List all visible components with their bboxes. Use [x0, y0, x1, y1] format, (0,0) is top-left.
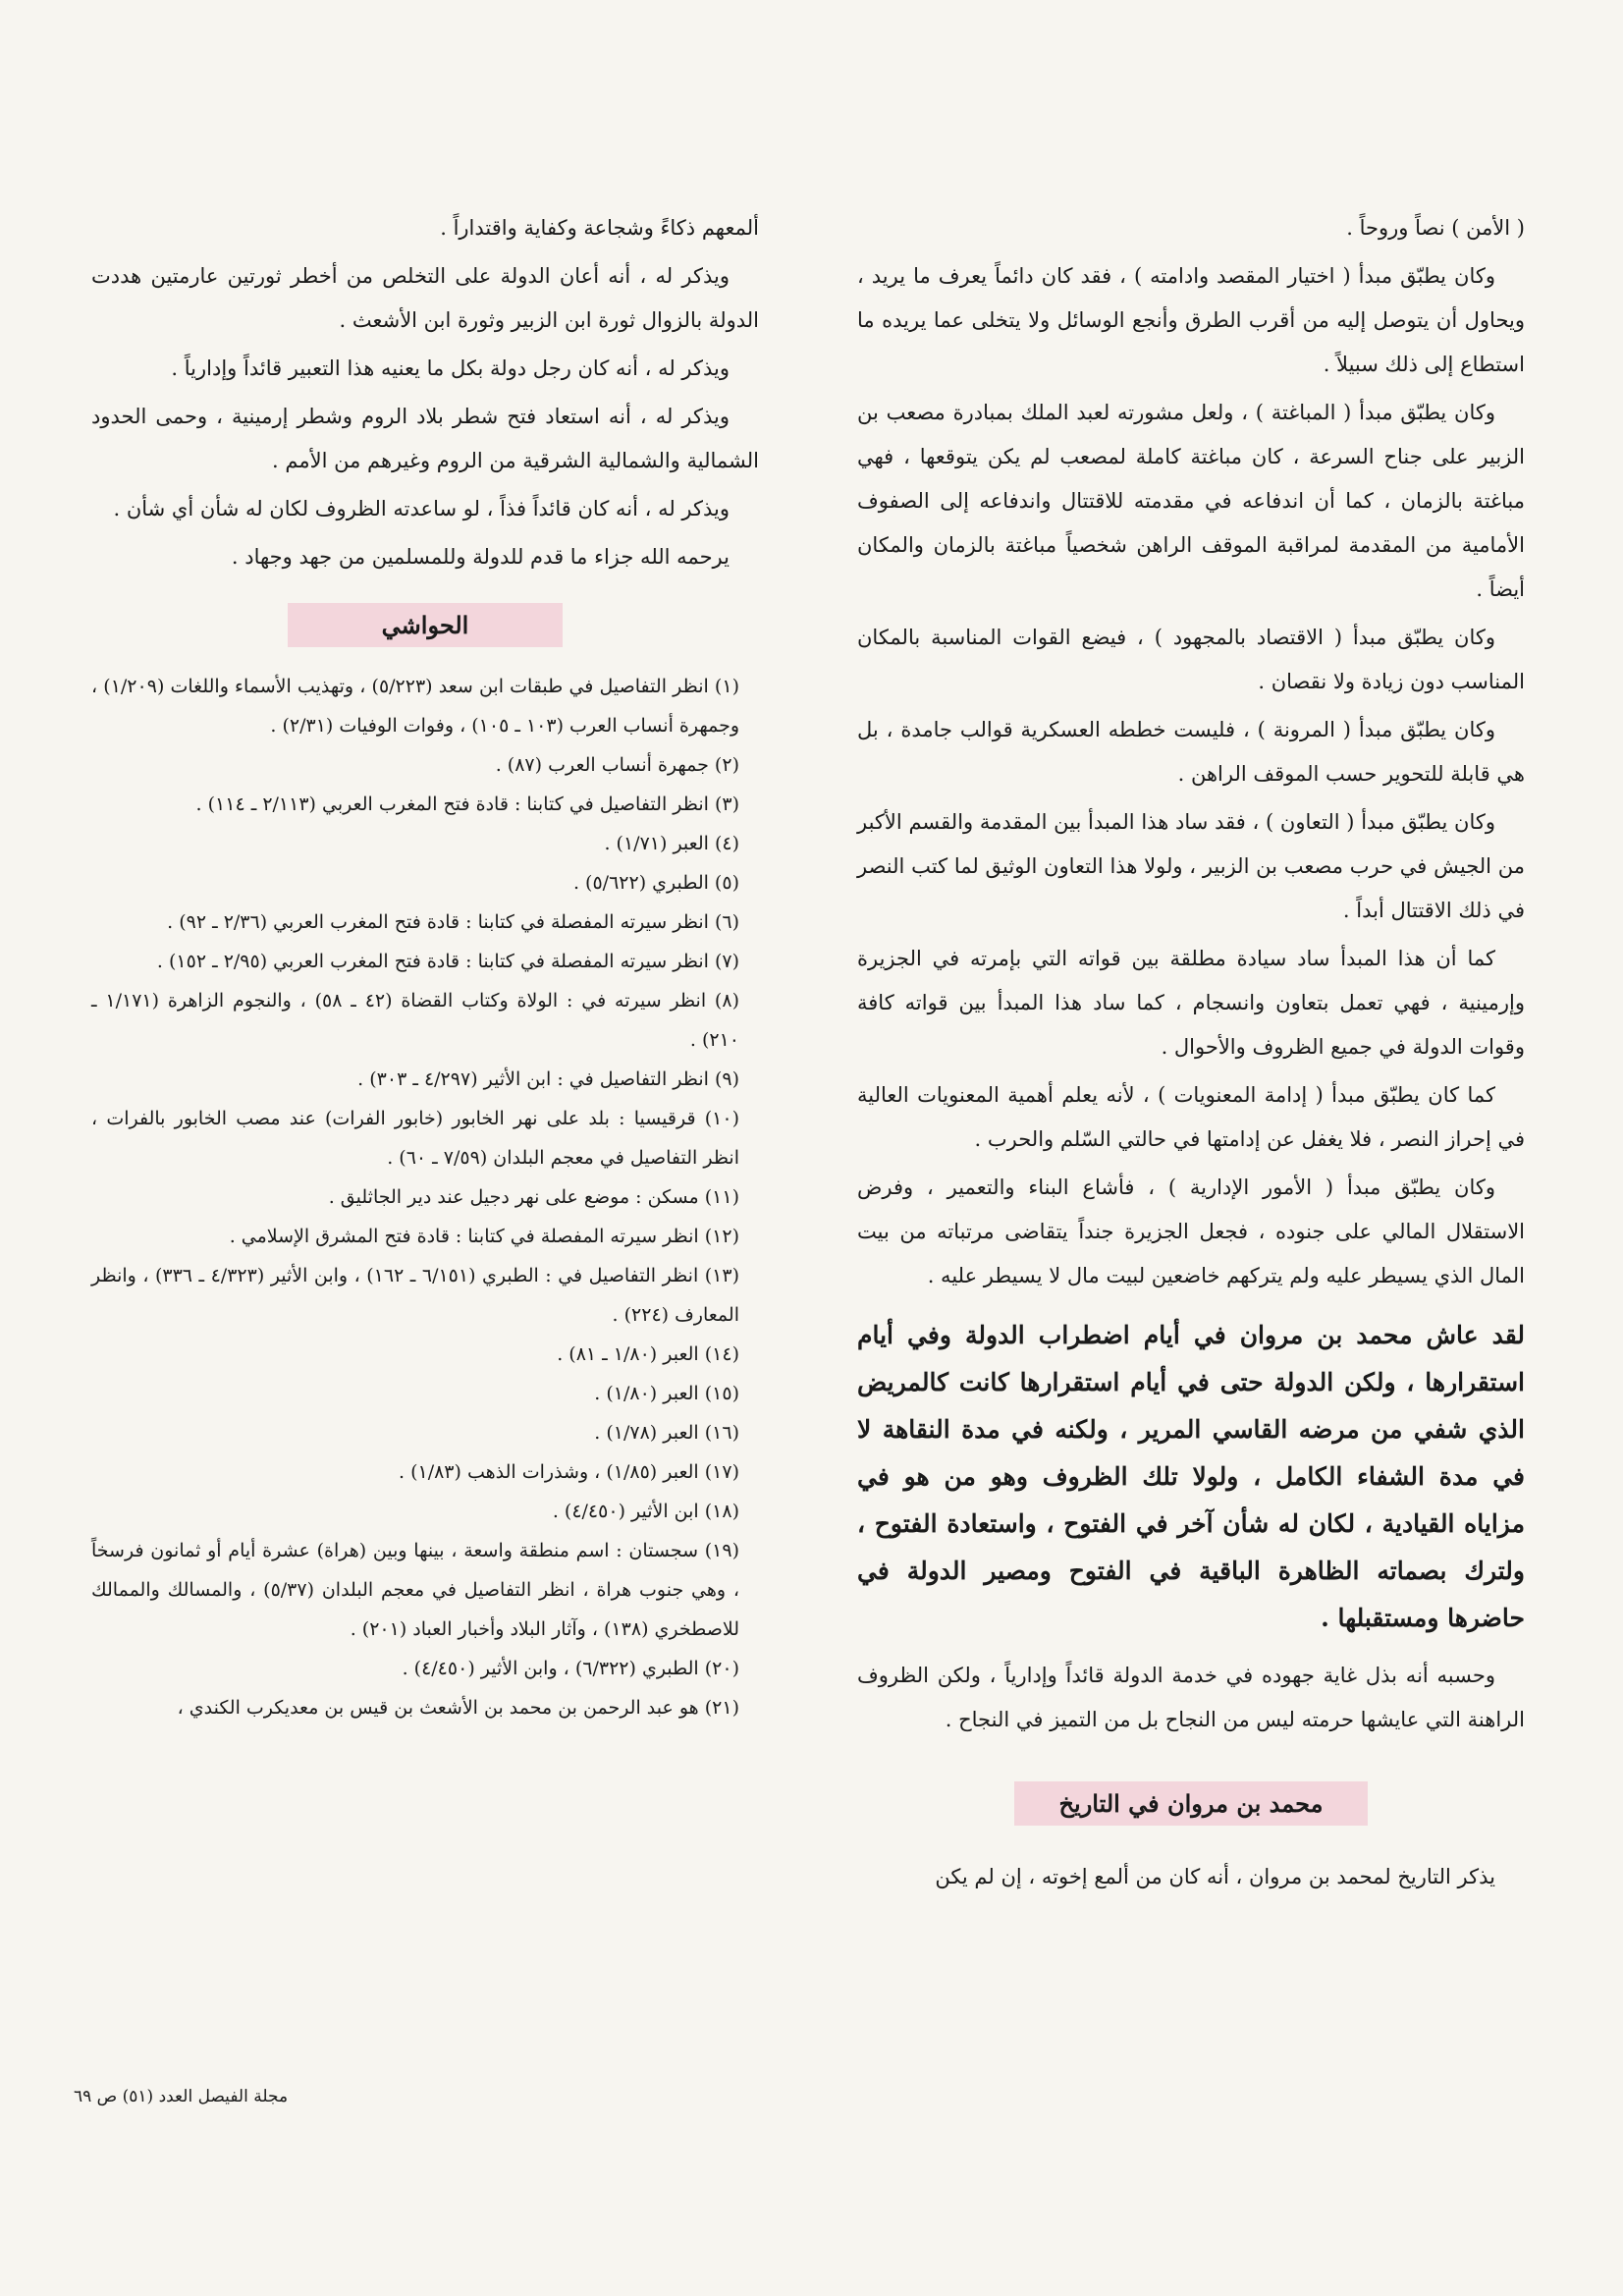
footnote: (١٥) العبر (١/٨٠) . [594, 1383, 739, 1404]
footnote: (١٢) انظر سيرته المفصلة في كتابنا : قادة فتح المشرق الإسلامي . [229, 1226, 739, 1247]
footnote: (٥) الطبري (٥/٦٢٢) . [572, 872, 739, 894]
footnotes-heading: الحواشي [288, 603, 563, 647]
footnote: (١٩) سجستان : اسم منطقة واسعة ، بينها وبين (هراة) عشرة أيام أو ثمانون فرسخاً ، وهي جنوب هراة ، انظر التفاصيل في معجم البلدان (٥/٣٧) ، والمسالك والممالك للاصطخري (١٣٨) ، وآثار البلاد وأخبار العباد (٢٠١) . [91, 1540, 739, 1640]
page-footer: مجلة الفيصل العدد (٥١) ص ٦٩ [74, 2087, 289, 2106]
paragraph: وكان يطبّق مبدأ ( اختيار المقصد وادامته ) ، فقد كان دائماً يعرف ما يريد ، ويحاول أن يتوصل إليه من أقرب الطرق وأنجع الوسائل ولا يتخلى عما يريده ما استطاع إلى ذلك سبيلاً . [857, 264, 1525, 376]
footnote: (١٣) انظر التفاصيل في : الطبري (٦/١٥١ ـ ١٦٢) ، وابن الأثير (٤/٣٢٣ ـ ٣٣٦) ، وانظر المعارف (٢٢٤) . [91, 1265, 739, 1326]
footnote: (٣) انظر التفاصيل في كتابنا : قادة فتح المغرب العربي (٢/١١٣ ـ ١١٤) . [195, 793, 739, 815]
paragraph: وكان يطبّق مبدأ ( المرونة ) ، فليست خططه العسكرية قوالب جامدة ، بل هي قابلة للتحوير حسب الموقف الراهن . [857, 718, 1525, 786]
paragraph: يرحمه الله جزاء ما قدم للدولة وللمسلمين من جهد وجهاد . [231, 545, 730, 569]
footnote: (٧) انظر سيرته المفصلة في كتابنا : قادة فتح المغرب العربي (٢/٩٥ ـ ١٥٢) . [156, 951, 739, 972]
footnote: (١٧) العبر (١/٨٥) ، وشذرات الذهب (١/٨٣) . [398, 1461, 739, 1483]
paragraph: ويذكر له ، أنه كان رجل دولة بكل ما يعنيه هذا التعبير قائداً وإدارياً . [171, 356, 730, 380]
paragraph: وكان يطبّق مبدأ ( المباغتة ) ، ولعل مشورته لعبد الملك بمبادرة مصعب بن الزبير على جناح السرعة ، كان مباغتة كاملة لمصعب لم يكن يتوقعها ، فهي مباغتة بالزمان ، كما أن اندفاعه في مقدمته للاقتتال واندفاعه إلى الصفوف الأمامية من المقدمة لمراقبة الموقف الراهن شخصياً مباغتة بالزمان والمكان أيضاً . [857, 401, 1525, 601]
footnote: (١٨) ابن الأثير (٤/٤٥٠) . [552, 1501, 739, 1522]
paragraph: ويذكر له ، أنه أعان الدولة على التخلص من أخطر ثورتين عارمتين هددت الدولة بالزوال ثورة ابن الزبير وثورة ابن الأشعث . [91, 264, 759, 332]
paragraph: وكان يطبّق مبدأ ( التعاون ) ، فقد ساد هذا المبدأ بين المقدمة والقسم الأكبر من الجيش في حرب مصعب بن الزبير ، ولولا هذا التعاون الوثيق لما كتب النصر في ذلك الاقتتال أبداً . [857, 810, 1525, 922]
footnote: (٢١) هو عبد الرحمن بن محمد بن الأشعث بن قيس بن معديكرب الكندي ، [177, 1697, 739, 1719]
paragraph: كما كان يطبّق مبدأ ( إدامة المعنويات ) ، لأنه يعلم أهمية المعنويات العالية في إحراز النصر ، فلا يغفل عن إدامتها في حالتي السّلم والحرب . [857, 1083, 1525, 1151]
paragraph: ألمعهم ذكاءً وشجاعة وكفاية واقتداراً . [440, 216, 759, 240]
footnote: (١) انظر التفاصيل في طبقات ابن سعد (٥/٢٢٣) ، وتهذيب الأسماء واللغات (١/٢٠٩) ، وجمهرة أنساب العرب (١٠٣ ـ ١٠٥) ، وفوات الوفيات (٢/٣١) . [91, 676, 739, 737]
pull-quote: لقد عاش محمد بن مروان في أيام اضطراب الدولة وفي أيام استقرارها ، ولكن الدولة حتى في أيام استقرارها كانت كالمريض الذي شفي من مرضه القاسي المرير ، ولكنه في مدة النقاهة لا في مدة الشفاء الكامل ، ولولا تلك الظروف وهو من هو في مزاياه القيادية ، لكان له شأن آخر في الفتوح ، واستعادة الفتوح ، ولترك بصماته الظاهرة الباقية في الفتوح ومصير الدولة في حاضرها ومستقبلها . [857, 1321, 1525, 1632]
paragraph: ويذكر له ، أنه استعاد فتح شطر بلاد الروم وشطر إرمينية ، وحمى الحدود الشمالية والشمالية الشرقية من الروم وغيرهم من الأمم . [91, 405, 759, 472]
footnote: (٤) العبر (١/٧١) . [604, 833, 739, 854]
footnote: (٩) انظر التفاصيل في : ابن الأثير (٤/٢٩٧ ـ ٣٠٣) . [357, 1068, 739, 1090]
footnote: (١٦) العبر (١/٧٨) . [594, 1422, 739, 1444]
footnote: (٦) انظر سيرته المفصلة في كتابنا : قادة فتح المغرب العربي (٢/٣٦ ـ ٩٢) . [167, 911, 739, 933]
left-column [91, 206, 759, 1727]
paragraph: ( الأمن ) نصاً وروحاً . [1346, 216, 1525, 240]
paragraph: وحسبه أنه بذل غاية جهوده في خدمة الدولة قائداً وإدارياً ، ولكن الظروف الراهنة التي عايشها حرمته ليس من النجاح بل من التميز في النجاح . [857, 1664, 1525, 1731]
right-column [857, 206, 1525, 1903]
footnotes-list [91, 667, 759, 1727]
paragraph: يذكر التاريخ لمحمد بن مروان ، أنه كان من ألمع إخوته ، إن لم يكن [935, 1865, 1495, 1888]
footnote: (١٤) العبر (١/٨٠ ـ ٨١) . [557, 1343, 739, 1365]
paragraph: كما أن هذا المبدأ ساد سيادة مطلقة بين قواته التي بإمرته في الجزيرة وإرمينية ، فهي تعمل بتعاون وانسجام ، كما ساد هذا المبدأ بين قواته كافة وقوات الدولة في جميع الظروف والأحوال . [857, 947, 1525, 1059]
paragraph: وكان يطبّق مبدأ ( الأمور الإدارية ) ، فأشاع البناء والتعمير ، وفرض الاستقلال المالي على جنوده ، فجعل الجزيرة جنداً يتقاضى مرتباته من بيت المال الذي يسيطر عليه ولم يتركهم خاضعين لبيت مال لا يسيطر عليه . [857, 1175, 1525, 1287]
footnote: (٨) انظر سيرته في : الولاة وكتاب القضاة (٤٢ ـ ٥٨) ، والنجوم الزاهرة (١/١٧١ ـ ٢١٠) . [91, 990, 739, 1051]
footnote: (١٠) قرقيسيا : بلد على نهر الخابور (خابور الفرات) عند مصب الخابور بالفرات ، انظر التفاصيل في معجم البلدان (٧/٥٩ ـ ٦٠) . [91, 1108, 739, 1169]
paragraph: ويذكر له ، أنه كان قائداً فذاً ، لو ساعدته الظروف لكان له شأن أي شأن . [113, 497, 730, 520]
footnote: (٢) جمهرة أنساب العرب (٨٧) . [495, 754, 739, 776]
footnote: (١١) مسكن : موضع على نهر دجيل عند دير الجاثليق . [328, 1186, 739, 1208]
footnote: (٢٠) الطبري (٦/٣٢٢) ، وابن الأثير (٤/٤٥٠) . [402, 1658, 739, 1679]
paragraph: وكان يطبّق مبدأ ( الاقتصاد بالمجهود ) ، فيضع القوات المناسبة بالمكان المناسب دون زيادة ولا نقصان . [857, 626, 1525, 693]
section-heading: محمد بن مروان في التاريخ [1014, 1781, 1368, 1826]
